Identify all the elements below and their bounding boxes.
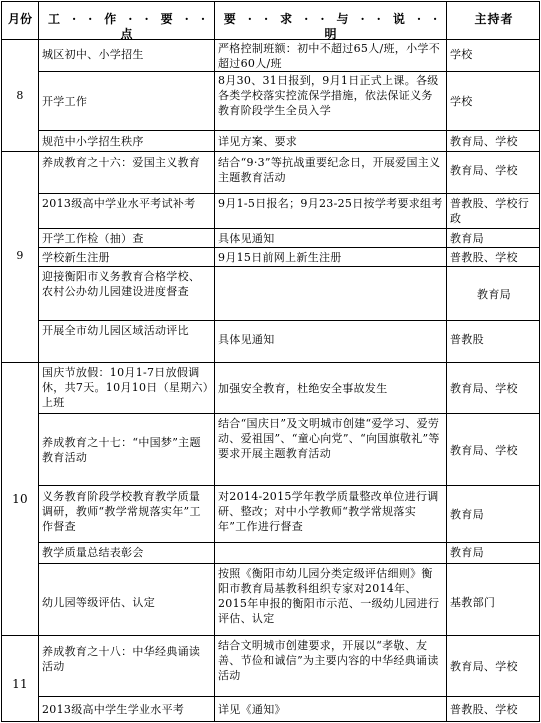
host-unit: 教育局、学校 xyxy=(450,660,518,673)
grid-line xyxy=(38,563,539,564)
requirement xyxy=(215,544,446,546)
requirement: 结合“9·3”等抗战重要纪念日，开展爱国主义主题教育活动 xyxy=(218,156,441,184)
host-unit: 教育局、学校 xyxy=(450,444,518,457)
work-item: 教学质量总结表彰会 xyxy=(42,546,144,559)
requirement: 9月1-5日报名；9月23-25日按学考要求组考 xyxy=(218,197,443,210)
grid-line xyxy=(38,696,539,697)
requirement xyxy=(215,268,446,270)
work-item: 开学工作检（抽）查 xyxy=(42,232,144,245)
grid-line xyxy=(2,635,539,636)
host-unit: 教育局 xyxy=(450,232,484,245)
work-item: 国庆节放假：10月1-7日放假调休，共7天。10月10日（星期六）上班 xyxy=(42,366,209,409)
host-unit: 教育局 xyxy=(477,288,511,301)
grid-line xyxy=(38,130,539,131)
host-unit: 普教股、学校 xyxy=(450,703,518,716)
host-unit: 教育局、学校 xyxy=(450,164,518,177)
host-unit: 教育局、学校 xyxy=(450,135,518,148)
requirement: 结合“国庆日”及文明城市创建“爱学习、爱劳动、爱祖国”、“童心向党”、“向国旗敬礼”等要求开展主题教育活动 xyxy=(218,417,440,460)
requirement: 9月15日前网上新生注册 xyxy=(218,251,342,264)
host-unit: 学校 xyxy=(450,95,473,108)
work-item: 2013级高中学生学业水平考 xyxy=(42,703,185,716)
grid-line xyxy=(38,413,539,414)
grid-line xyxy=(2,151,539,152)
host-unit: 教育局 xyxy=(450,546,484,559)
requirement: 详见《通知》 xyxy=(218,703,286,716)
grid-line xyxy=(38,228,539,229)
header-requirements: 要 · · 求 · · 与 · · 说 · · 明 xyxy=(223,12,450,41)
requirement: 详见方案、要求 xyxy=(218,135,298,148)
grid-line xyxy=(38,485,539,486)
header-month: 月份 xyxy=(7,12,32,26)
header-work-points: 工 · · 作 · · 要 · · 点 xyxy=(47,12,218,41)
grid-line xyxy=(2,362,539,363)
work-item: 规范中小学招生秩序 xyxy=(42,135,144,148)
work-item: 养成教育之十六：爱国主义教育 xyxy=(42,156,201,169)
grid-line xyxy=(38,542,539,543)
grid-line xyxy=(38,247,539,248)
requirement: 具体见通知 xyxy=(218,333,275,346)
grid-line xyxy=(38,193,539,194)
month-label: 8 xyxy=(16,89,24,102)
work-plan-table xyxy=(1,1,540,722)
requirement: 8月30、31日报到，9月1日正式上课。各级各类学校落实控流保学措施，依法保证义务教育阶段学生全员入学 xyxy=(218,74,439,117)
work-item: 开学工作 xyxy=(42,95,88,108)
work-item: 迎接衡阳市义务教育合格学校、农村公办幼儿园建设进度督查 xyxy=(42,270,201,298)
work-item: 义务教育阶段学校教育教学质量调研，教师“教学常规落实年”工作督查 xyxy=(42,490,201,533)
host-unit: 学校 xyxy=(450,48,473,61)
host-unit: 教育局 xyxy=(450,508,484,521)
grid-line xyxy=(38,266,539,267)
work-item: 学校新生注册 xyxy=(42,251,110,264)
requirement: 加强安全教育，杜绝安全事故发生 xyxy=(218,382,388,395)
requirement: 按照《衡阳市幼儿园分类定级评估细则》衡阳市教育局基教科组织专家对2014年、2015年申报的衡阳市示范、一级幼儿园进行评估、认定 xyxy=(218,567,440,625)
work-item: 养成教育之十八：中华经典诵读活动 xyxy=(42,645,201,673)
work-item: 开展全市幼儿园区域活动评比 xyxy=(42,324,189,337)
host-unit: 基教部门 xyxy=(450,596,496,609)
host-unit: 普教股、学校 xyxy=(450,251,518,264)
host-unit: 普教股 xyxy=(450,333,484,346)
host-unit: 普教股、学校行政 xyxy=(450,197,530,225)
header-host: 主持者 xyxy=(474,12,514,26)
month-label: 10 xyxy=(12,492,28,506)
requirement: 严格控制班额：初中不超过65人/班，小学不超过60人/班 xyxy=(218,42,441,70)
work-item: 幼儿园等级评估、认定 xyxy=(42,596,155,609)
requirement: 结合文明城市创建要求，开展以“孝敬、友善、节俭和诚信”为主要内容的中华经典诵读活动 xyxy=(218,639,439,682)
requirement: 具体见通知 xyxy=(218,232,275,245)
month-label: 11 xyxy=(12,677,28,691)
grid-line xyxy=(38,320,539,321)
month-label: 9 xyxy=(16,249,24,262)
requirement: 对2014-2015学年教学质量整改单位进行调研、整改；对中小学教师“教学常规落实年”工作进行督查 xyxy=(218,490,439,533)
work-item: 养成教育之十七：“中国梦”主题教育活动 xyxy=(42,436,201,464)
host-unit: 教育局、学校 xyxy=(450,382,518,395)
work-item: 城区初中、小学招生 xyxy=(42,48,144,61)
work-item: 2013级高中学业水平考试补考 xyxy=(42,197,196,210)
